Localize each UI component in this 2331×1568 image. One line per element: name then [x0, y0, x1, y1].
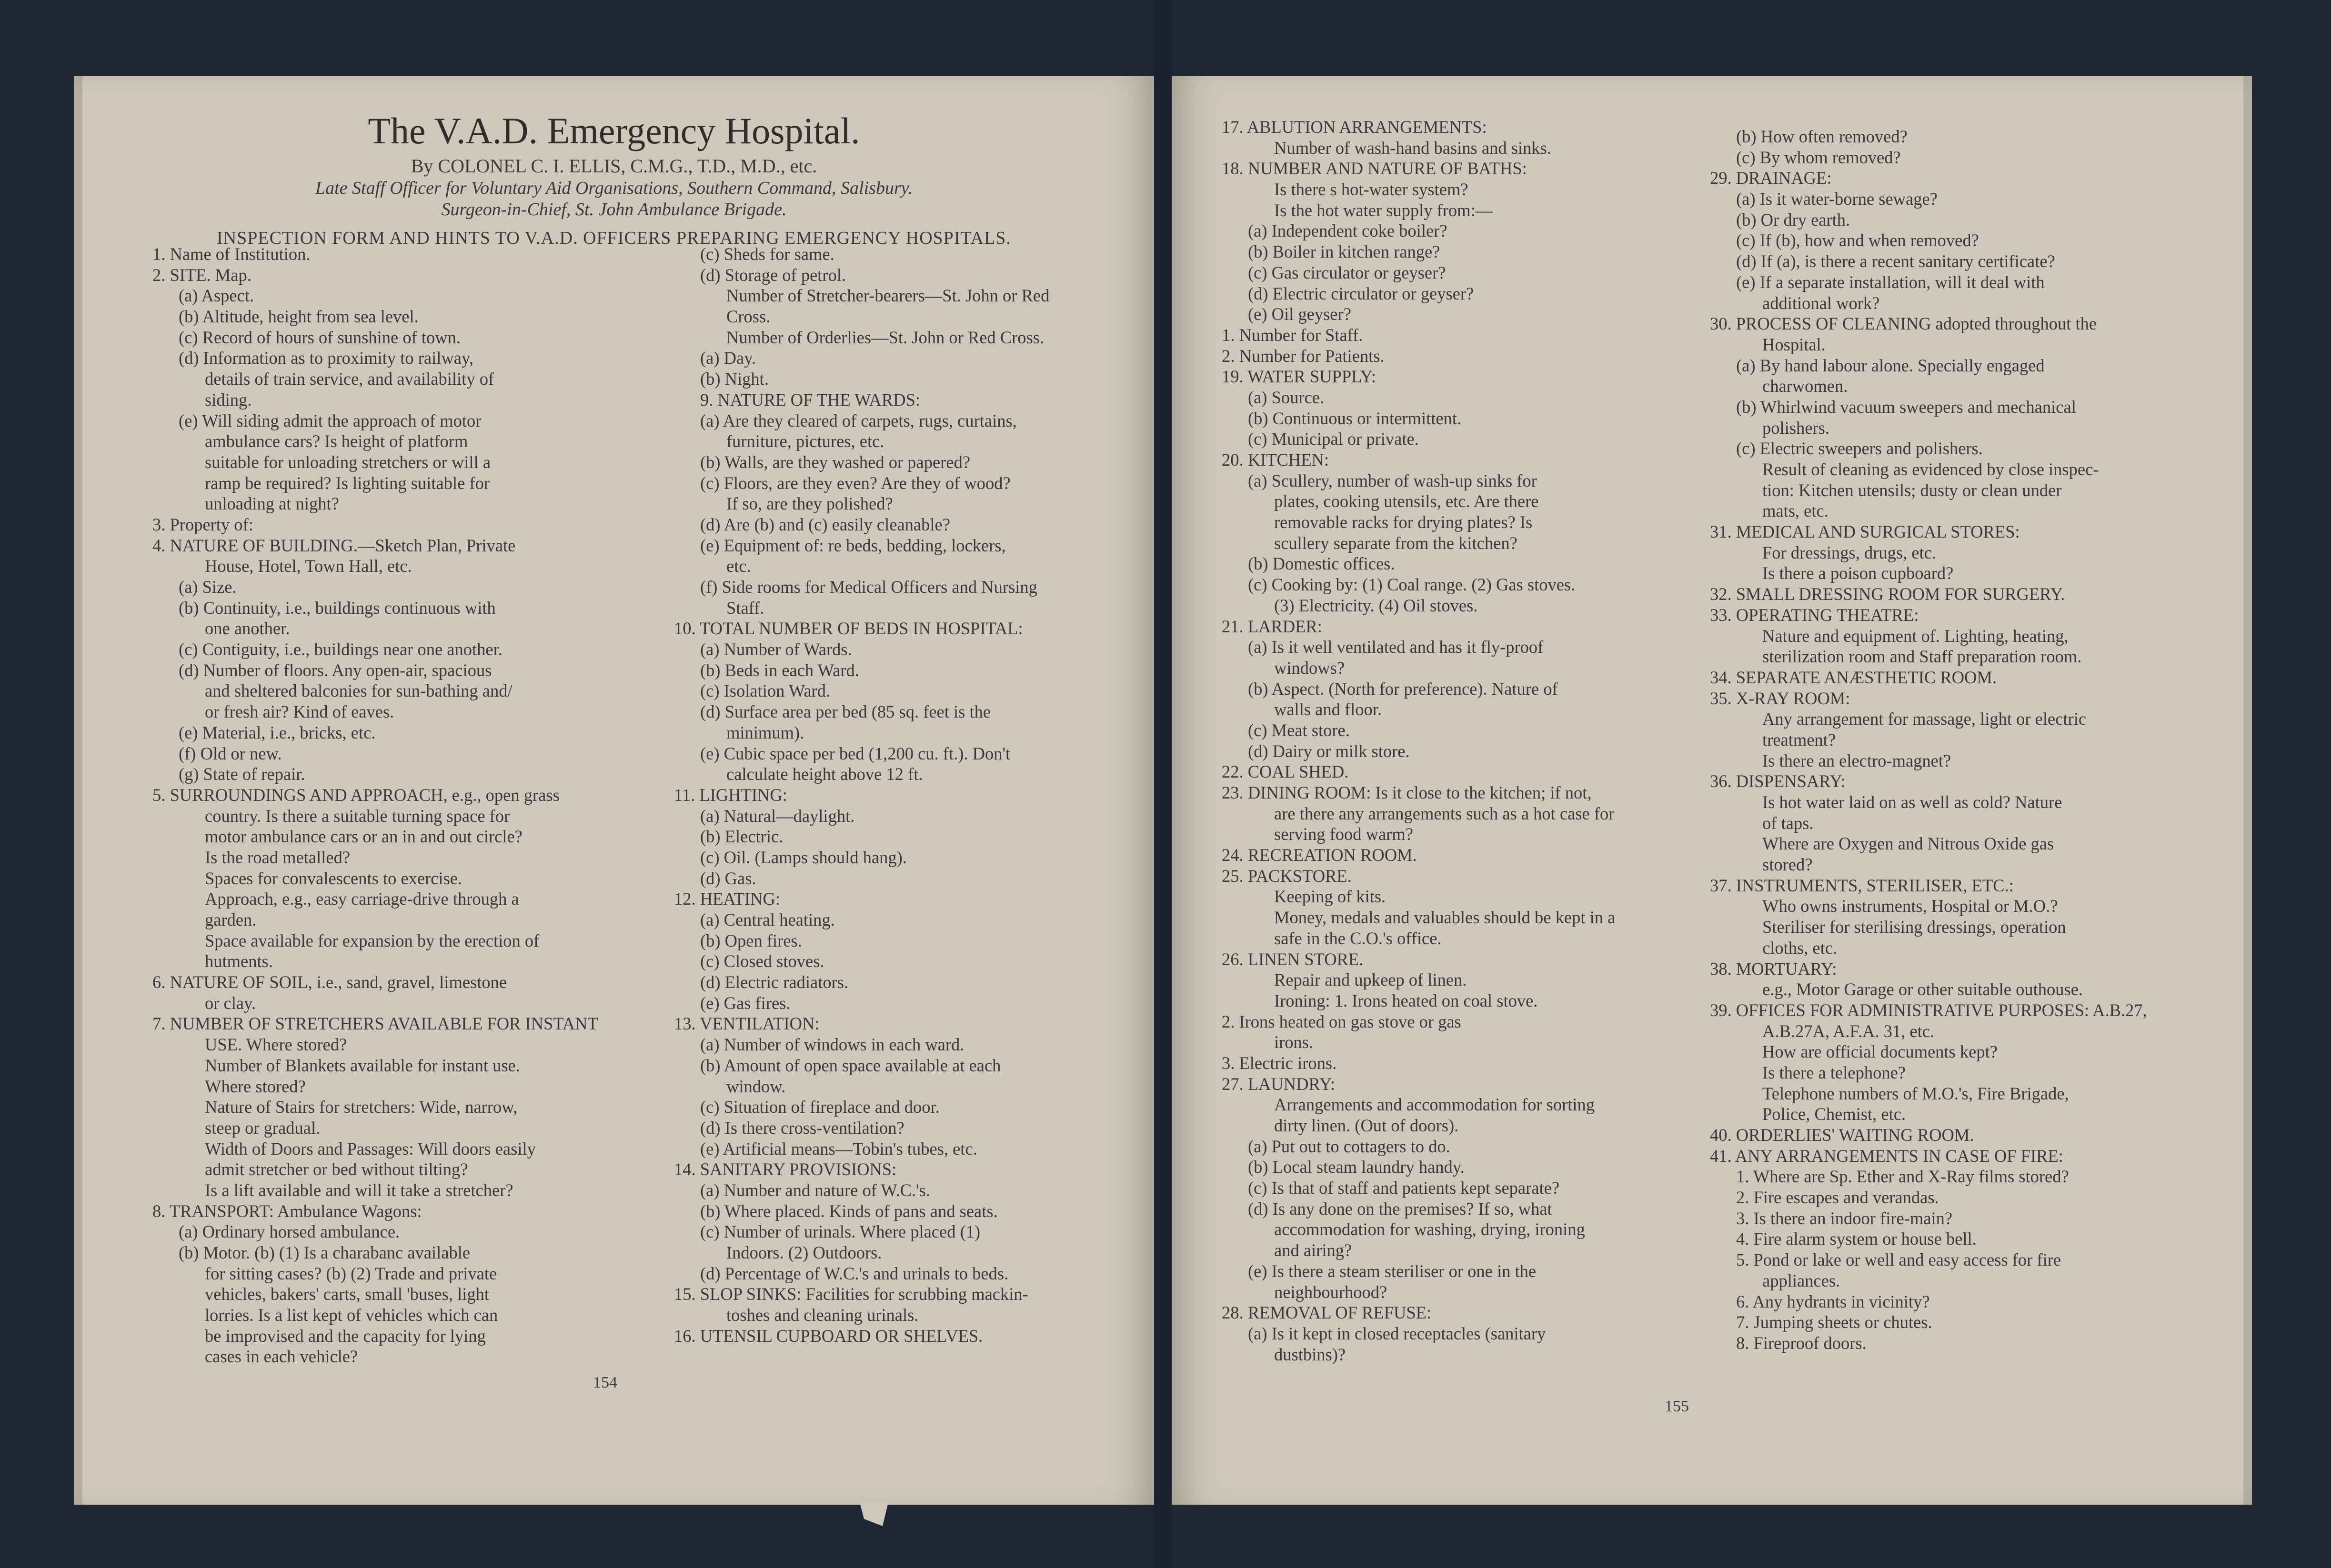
text-line: and airing?: [1274, 1240, 1352, 1260]
article-title: The V.A.D. Emergency Hospital.: [368, 110, 860, 151]
text-line: steep or gradual.: [205, 1118, 321, 1138]
text-line: (b) Motor. (b) (1) Is a charabanc available: [179, 1243, 471, 1262]
text-line: window.: [726, 1076, 786, 1096]
text-line: (a) Ordinary horsed ambulance.: [179, 1222, 400, 1242]
text-line: Number of Stretcher-bearers—St. John or Red: [726, 286, 1050, 306]
text-line: neighbourhood?: [1274, 1282, 1387, 1302]
right-page: [1172, 76, 2252, 1505]
text-line: windows?: [1274, 658, 1345, 678]
text-line: (3) Electricity. (4) Oil stoves.: [1274, 595, 1478, 615]
text-line: dustbins)?: [1274, 1344, 1346, 1364]
text-line: (b) Open fires.: [700, 930, 802, 950]
text-line: suitable for unloading stretchers or will a: [205, 452, 491, 472]
text-line: motor ambulance cars or an in and out circle?: [205, 827, 522, 847]
text-line: 17. ABLUTION ARRANGEMENTS:: [1222, 117, 1487, 137]
left-page: [74, 76, 1154, 1505]
text-line: 35. X-RAY ROOM:: [1710, 688, 1850, 708]
text-line: 20. KITCHEN:: [1222, 450, 1329, 469]
text-line: Result of cleaning as evidenced by close inspec-: [1762, 459, 2099, 479]
text-line: (b) Or dry earth.: [1736, 210, 1850, 230]
text-line: ramp be required? Is lighting suitable for: [205, 473, 490, 493]
text-line: (f) Side rooms for Medical Officers and Nursing: [700, 577, 1037, 597]
text-line: (c) By whom removed?: [1736, 147, 1901, 167]
text-line: Who owns instruments, Hospital or M.O.?: [1762, 896, 2058, 916]
text-line: Is the hot water supply from:—: [1274, 200, 1493, 220]
text-line: 5. SURROUNDINGS AND APPROACH, e.g., open grass: [152, 785, 560, 805]
text-line: How are official documents kept?: [1762, 1042, 1998, 1062]
page-number-left: 154: [593, 1374, 617, 1391]
text-line: additional work?: [1762, 293, 1880, 313]
text-line: 27. LAUNDRY:: [1222, 1074, 1335, 1094]
text-line: Is hot water laid on as well as cold? Nature: [1762, 792, 2062, 812]
text-line: (b) Beds in each Ward.: [700, 660, 859, 680]
text-line: A.B.27A, A.F.A. 31, etc.: [1762, 1021, 1935, 1041]
text-line: Indoors. (2) Outdoors.: [726, 1243, 882, 1262]
text-line: (b) Continuity, i.e., buildings continuous with: [179, 598, 496, 618]
text-line: (d) Storage of petrol.: [700, 265, 846, 285]
text-line: (b) Whirlwind vacuum sweepers and mechanical: [1736, 397, 2076, 417]
text-line: 33. OPERATING THEATRE:: [1710, 605, 1919, 625]
text-line: scullery separate from the kitchen?: [1274, 533, 1517, 553]
text-line: (c) Is that of staff and patients kept separate?: [1248, 1178, 1560, 1198]
text-line: Keeping of kits.: [1274, 887, 1386, 907]
text-line: House, Hotel, Town Hall, etc.: [205, 556, 412, 576]
text-line: (c) If (b), how and when removed?: [1736, 230, 1979, 250]
text-line: (a) Is it water-borne sewage?: [1736, 189, 1938, 209]
text-line: (c) Isolation Ward.: [700, 681, 831, 701]
text-line: (d) Is any done on the premises? If so, what: [1248, 1198, 1552, 1218]
text-line: calculate height above 12 ft.: [726, 764, 923, 784]
text-line: Nature of Stairs for stretchers: Wide, narrow,: [205, 1097, 518, 1117]
text-line: (b) How often removed?: [1736, 127, 1908, 146]
text-line: (c) Gas circulator or geyser?: [1248, 262, 1446, 282]
text-line: 31. MEDICAL AND SURGICAL STORES:: [1710, 522, 2020, 542]
text-line: (c) Cooking by: (1) Coal range. (2) Gas stoves.: [1248, 575, 1576, 595]
text-line: polishers.: [1762, 418, 1829, 438]
text-line: Is there s hot-water system?: [1274, 180, 1468, 200]
text-line: serving food warm?: [1274, 824, 1413, 844]
text-line: ambulance cars? Is height of platform: [205, 431, 468, 451]
text-line: (b) Aspect. (North for preference). Nature of: [1248, 679, 1558, 699]
text-line: Approach, e.g., easy carriage-drive through a: [205, 889, 519, 909]
text-line: 23. DINING ROOM: Is it close to the kitchen; if not,: [1222, 783, 1592, 802]
form-title: INSPECTION FORM AND HINTS TO V.A.D. OFFICERS PREPARING EMERGENCY HOSPITALS.: [217, 228, 1011, 248]
text-line: 8. Fireproof doors.: [1736, 1333, 1867, 1353]
text-line: (a) Number of Wards.: [700, 639, 852, 659]
text-line: e.g., Motor Garage or other suitable outhouse.: [1762, 979, 2083, 999]
text-line: 4. Fire alarm system or house bell.: [1736, 1229, 1977, 1249]
text-line: appliances.: [1762, 1270, 1840, 1290]
text-line: vehicles, bakers' carts, small 'buses, light: [205, 1284, 490, 1304]
text-line: plates, cooking utensils, etc. Are there: [1274, 491, 1539, 511]
text-line: (a) Central heating.: [700, 910, 835, 929]
text-line: (a) Is it kept in closed receptacles (sanitary: [1248, 1323, 1546, 1343]
text-line: Space available for expansion by the erection of: [205, 930, 540, 950]
text-line: Repair and upkeep of linen.: [1274, 970, 1467, 990]
text-line: (e) Is there a steam steriliser or one in the: [1248, 1261, 1537, 1281]
text-line: (d) Information as to proximity to railway,: [179, 348, 474, 368]
text-line: 1. Number for Staff.: [1222, 325, 1363, 345]
text-line: (d) Electric radiators.: [700, 972, 849, 992]
text-line: are there any arrangements such as a hot case for: [1274, 803, 1615, 823]
text-line: 2. Irons heated on gas stove or gas: [1222, 1011, 1461, 1031]
text-line: (a) Independent coke boiler?: [1248, 221, 1447, 241]
text-line: minimum).: [726, 722, 804, 742]
text-line: 37. INSTRUMENTS, STERILISER, ETC.:: [1710, 875, 2014, 895]
text-line: (c) Number of urinals. Where placed (1): [700, 1222, 981, 1242]
text-line: (d) Number of floors. Any open-air, spacious: [179, 660, 492, 680]
text-line: 21. LARDER:: [1222, 616, 1322, 636]
text-line: (e) Material, i.e., bricks, etc.: [179, 722, 376, 742]
text-line: (d) Percentage of W.C.'s and urinals to beds.: [700, 1263, 1009, 1283]
text-line: accommodation for washing, drying, ironing: [1274, 1219, 1585, 1239]
text-line: toshes and cleaning urinals.: [726, 1305, 919, 1325]
text-line: Width of Doors and Passages: Will doors easily: [205, 1139, 536, 1159]
text-line: cloths, etc.: [1762, 938, 1838, 958]
text-line: lorries. Is a list kept of vehicles which can: [205, 1305, 498, 1325]
text-line: Staff.: [726, 598, 764, 618]
text-line: (c) Sheds for same.: [700, 244, 834, 264]
text-line: Where stored?: [205, 1076, 306, 1096]
text-line: irons.: [1274, 1032, 1314, 1052]
text-line: (e) Oil geyser?: [1248, 304, 1351, 324]
author-affiliation: Late Staff Officer for Voluntary Aid Organisations, Southern Command, Salisbury.: [315, 178, 913, 198]
text-line: 32. SMALL DRESSING ROOM FOR SURGERY.: [1710, 584, 2065, 604]
text-line: 15. SLOP SINKS: Facilities for scrubbing mackin-: [674, 1284, 1028, 1304]
text-line: etc.: [726, 556, 751, 576]
text-line: USE. Where stored?: [205, 1035, 347, 1055]
text-line: Where are Oxygen and Nitrous Oxide gas: [1762, 834, 2054, 854]
text-line: 6. Any hydrants in vicinity?: [1736, 1291, 1930, 1311]
text-line: (d) Are (b) and (c) easily cleanable?: [700, 514, 950, 534]
text-line: (c) Floors, are they even? Are they of wood?: [700, 473, 1011, 493]
text-line: (e) Will siding admit the approach of motor: [179, 410, 482, 430]
text-line: 19. WATER SUPPLY:: [1222, 367, 1376, 387]
text-line: 34. SEPARATE ANÆSTHETIC ROOM.: [1710, 667, 1997, 687]
right-column-2: [1710, 126, 2200, 1354]
text-line: cases in each vehicle?: [205, 1347, 358, 1367]
text-line: 39. OFFICES FOR ADMINISTRATIVE PURPOSES: A.B.27,: [1710, 1000, 2147, 1020]
text-line: (d) If (a), is there a recent sanitary certificate?: [1736, 251, 2055, 271]
text-line: furniture, pictures, etc.: [726, 431, 884, 451]
text-line: 40. ORDERLIES' WAITING ROOM.: [1710, 1125, 1974, 1145]
text-line: 10. TOTAL NUMBER OF BEDS IN HOSPITAL:: [674, 619, 1023, 639]
text-line: (d) Surface area per bed (85 sq. feet is the: [700, 702, 991, 722]
text-line: 38. MORTUARY:: [1710, 959, 1837, 979]
text-line: 36. DISPENSARY:: [1710, 771, 1846, 791]
text-line: (b) Boiler in kitchen range?: [1248, 242, 1440, 262]
text-line: (b) Amount of open space available at each: [700, 1055, 1001, 1075]
text-line: 41. ANY ARRANGEMENTS IN CASE OF FIRE:: [1710, 1146, 2063, 1166]
text-line: or fresh air? Kind of eaves.: [205, 702, 394, 722]
text-line: 4. NATURE OF BUILDING.—Sketch Plan, Private: [152, 535, 516, 555]
text-line: (b) Domestic offices.: [1248, 554, 1395, 574]
text-line: removable racks for drying plates? Is: [1274, 512, 1533, 532]
text-line: (b) Altitude, height from sea level.: [179, 307, 419, 327]
text-line: 6. NATURE OF SOIL, i.e., sand, gravel, limestone: [152, 972, 507, 992]
text-line: For dressings, drugs, etc.: [1762, 542, 1936, 562]
text-line: (a) Source.: [1248, 387, 1325, 407]
text-line: (a) Are they cleared of carpets, rugs, curtains,: [700, 410, 1017, 430]
text-line: 26. LINEN STORE.: [1222, 949, 1364, 969]
text-line: unloading at night?: [205, 494, 339, 514]
text-line: (c) Electric sweepers and polishers.: [1736, 439, 1983, 459]
text-line: 2. SITE. Map.: [152, 265, 251, 285]
text-line: Is there a poison cupboard?: [1762, 563, 1954, 583]
text-line: (c) Record of hours of sunshine of town.: [179, 327, 461, 347]
text-line: or clay.: [205, 993, 256, 1013]
text-line: tion: Kitchen utensils; dusty or clean under: [1762, 480, 2062, 500]
text-line: be improvised and the capacity for lying: [205, 1326, 486, 1346]
text-line: (a) Aspect.: [179, 286, 254, 306]
text-line: Is there a telephone?: [1762, 1062, 1906, 1082]
left-column-1: [152, 244, 657, 1367]
text-line: 2. Number for Patients.: [1222, 346, 1385, 366]
text-line: (c) Situation of fireplace and door.: [700, 1097, 940, 1117]
text-line: Hospital.: [1762, 334, 1826, 354]
right-column-1: [1222, 117, 1703, 1365]
text-line: admit stretcher or bed without tilting?: [205, 1159, 468, 1179]
text-line: 12. HEATING:: [674, 889, 781, 909]
text-line: (b) Night.: [700, 369, 769, 389]
text-line: stored?: [1762, 855, 1813, 875]
text-line: (g) State of repair.: [179, 764, 305, 784]
page-number-right: 155: [1665, 1398, 1689, 1415]
text-line: (d) Is there cross-ventilation?: [700, 1118, 904, 1138]
text-line: mats, etc.: [1762, 501, 1829, 521]
text-line: 9. NATURE OF THE WARDS:: [700, 390, 921, 409]
text-line: country. Is there a suitable turning space for: [205, 806, 510, 826]
text-line: 2. Fire escapes and verandas.: [1736, 1188, 1939, 1208]
text-line: 1. Where are Sp. Ether and X-Ray films stored?: [1736, 1167, 2069, 1187]
text-line: 7. NUMBER OF STRETCHERS AVAILABLE FOR INSTANT: [152, 1014, 598, 1034]
text-line: 5. Pond or lake or well and easy access for fire: [1736, 1250, 2061, 1270]
text-line: Is there an electro-magnet?: [1762, 750, 1951, 770]
text-line: 7. Jumping sheets or chutes.: [1736, 1312, 1932, 1332]
text-line: dirty linen. (Out of doors).: [1274, 1116, 1459, 1135]
text-line: (a) Scullery, number of wash-up sinks for: [1248, 470, 1537, 490]
text-line: walls and floor.: [1274, 699, 1382, 719]
text-line: (e) Equipment of: re beds, bedding, lockers,: [700, 535, 1006, 555]
text-line: (b) Electric.: [700, 827, 784, 847]
text-line: 14. SANITARY PROVISIONS:: [674, 1159, 897, 1179]
text-line: (a) Number and nature of W.C.'s.: [700, 1180, 930, 1200]
text-line: one another.: [205, 619, 290, 639]
text-line: treatment?: [1762, 729, 1836, 749]
text-line: charwomen.: [1762, 376, 1848, 396]
text-line: (a) By hand labour alone. Specially engaged: [1736, 355, 2045, 375]
text-line: 18. NUMBER AND NATURE OF BATHS:: [1222, 159, 1527, 179]
text-line: (d) Dairy or milk store.: [1248, 741, 1410, 761]
text-line: (c) Closed stoves.: [700, 951, 824, 971]
text-line: (c) Contiguity, i.e., buildings near one another.: [179, 639, 502, 659]
text-line: 11. LIGHTING:: [674, 785, 787, 805]
text-line: Is the road metalled?: [205, 847, 351, 867]
text-line: 24. RECREATION ROOM.: [1222, 845, 1417, 865]
text-line: (a) Size.: [179, 577, 237, 597]
text-line: 30. PROCESS OF CLEANING adopted throughout the: [1710, 314, 2097, 334]
text-line: (a) Put out to cottagers to do.: [1248, 1136, 1450, 1156]
text-line: (c) Oil. (Lamps should hang).: [700, 847, 907, 867]
text-line: Spaces for convalescents to exercise.: [205, 868, 462, 888]
text-line: Nature and equipment of. Lighting, heating,: [1762, 626, 2069, 646]
text-line: Ironing: 1. Irons heated on coal stove.: [1274, 990, 1538, 1010]
text-line: (b) Continuous or intermittent.: [1248, 408, 1462, 428]
text-line: Steriliser for sterilising dressings, operation: [1762, 917, 2066, 937]
text-line: (b) Where placed. Kinds of pans and seats.: [700, 1201, 998, 1221]
text-line: 22. COAL SHED.: [1222, 762, 1349, 782]
paper-tear: [860, 1502, 888, 1526]
left-column-2: [674, 244, 1188, 1346]
text-line: (e) Cubic space per bed (1,200 cu. ft.). Don't: [700, 743, 1011, 763]
text-line: of taps.: [1762, 813, 1814, 833]
text-line: (e) If a separate installation, will it deal with: [1736, 272, 2045, 292]
text-line: Number of Blankets available for instant use.: [205, 1055, 520, 1075]
text-line: If so, are they polished?: [726, 494, 893, 514]
text-line: garden.: [205, 910, 257, 929]
text-line: 16. UTENSIL CUPBOARD OR SHELVES.: [674, 1326, 983, 1346]
text-line: Telephone numbers of M.O.'s, Fire Brigade,: [1762, 1083, 2069, 1103]
text-line: Police, Chemist, etc.: [1762, 1104, 1906, 1124]
text-line: Number of Orderlies—St. John or Red Cross.: [726, 327, 1045, 347]
text-line: details of train service, and availability of: [205, 369, 494, 389]
text-line: (c) Municipal or private.: [1248, 429, 1419, 449]
author-byline: By COLONEL C. I. ELLIS, C.M.G., T.D., M.D., etc.: [411, 155, 817, 177]
text-line: (a) Is it well ventilated and has it fly-proof: [1248, 637, 1544, 657]
text-line: 3. Is there an indoor fire-main?: [1736, 1208, 1953, 1228]
text-line: (a) Number of windows in each ward.: [700, 1035, 965, 1055]
text-line: 3. Electric irons.: [1222, 1053, 1337, 1073]
text-line: (f) Old or new.: [179, 743, 282, 763]
text-line: Arrangements and accommodation for sorting: [1274, 1095, 1595, 1115]
text-line: (d) Electric circulator or geyser?: [1248, 283, 1474, 303]
text-line: 29. DRAINAGE:: [1710, 168, 1832, 188]
text-line: siding.: [205, 390, 252, 409]
text-line: (b) Local steam laundry handy.: [1248, 1157, 1465, 1177]
text-line: (c) Meat store.: [1248, 720, 1350, 740]
text-line: Any arrangement for massage, light or electric: [1762, 709, 2087, 729]
text-line: safe in the C.O.'s office.: [1274, 928, 1442, 948]
author-position: Surgeon-in-Chief, St. John Ambulance Brigade.: [441, 200, 787, 220]
text-line: (d) Gas.: [700, 868, 756, 888]
text-line: (a) Day.: [700, 348, 756, 368]
text-line: Money, medals and valuables should be kept in a: [1274, 908, 1616, 928]
text-line: 25. PACKSTORE.: [1222, 866, 1352, 886]
text-line: Is a lift available and will it take a stretcher?: [205, 1180, 513, 1200]
text-line: sterilization room and Staff preparation room.: [1762, 647, 2082, 667]
text-line: Number of wash-hand basins and sinks.: [1274, 138, 1551, 158]
text-line: 28. REMOVAL OF REFUSE:: [1222, 1303, 1432, 1323]
text-line: 1. Name of Institution.: [152, 244, 311, 264]
text-line: hutments.: [205, 951, 273, 971]
text-line: Cross.: [726, 307, 771, 327]
text-line: 8. TRANSPORT: Ambulance Wagons:: [152, 1201, 422, 1221]
text-line: 3. Property of:: [152, 514, 253, 534]
text-line: (a) Natural—daylight.: [700, 806, 855, 826]
text-line: and sheltered balconies for sun-bathing and/: [205, 681, 512, 701]
text-line: 13. VENTILATION:: [674, 1014, 820, 1034]
text-line: (e) Gas fires.: [700, 993, 791, 1013]
text-line: (b) Walls, are they washed or papered?: [700, 452, 970, 472]
text-line: for sitting cases? (b) (2) Trade and private: [205, 1263, 497, 1283]
text-line: (e) Artificial means—Tobin's tubes, etc.: [700, 1139, 977, 1159]
